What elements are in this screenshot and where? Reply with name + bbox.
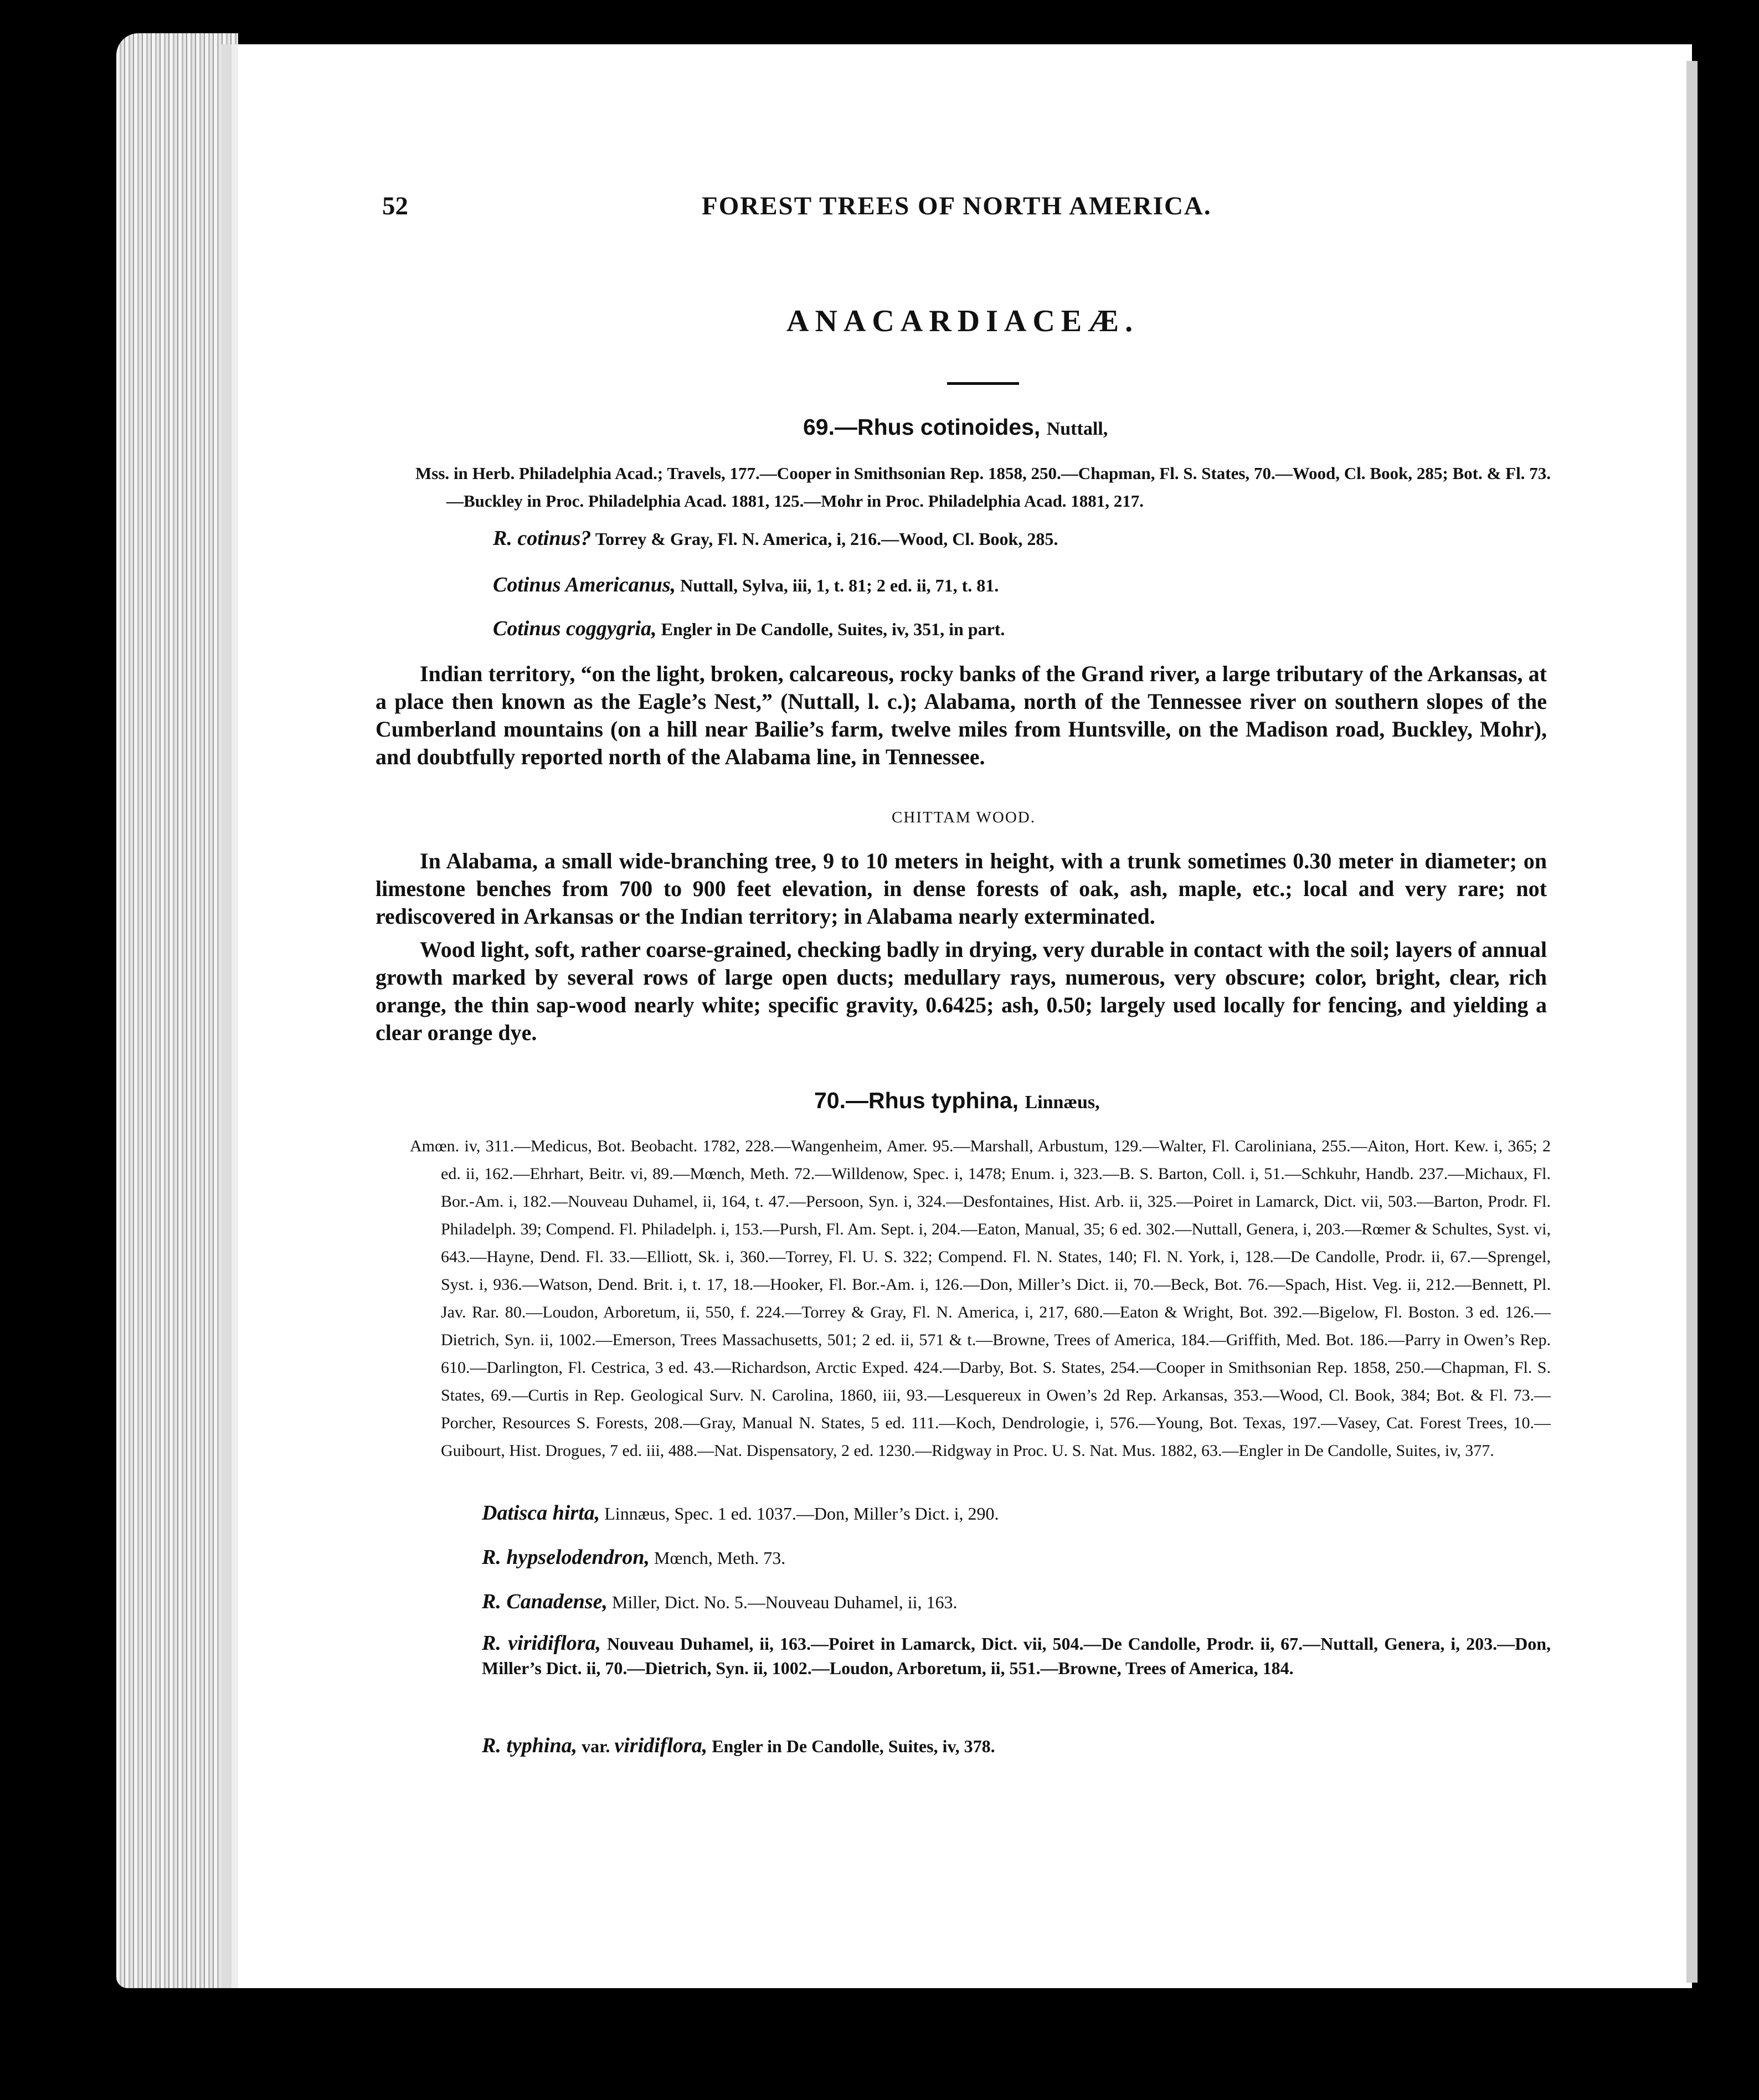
synonym-name: R. viridiflora, (482, 1631, 601, 1655)
species-70-synonym-5 (482, 1733, 995, 1758)
species-70-author: Linnæus, (1025, 1092, 1100, 1113)
species-69-refs-text: Mss. in Herb. Philadelphia Acad.; Travels, 177.—Cooper in Smithsonian Rep. 1858, 250.—Chapman, Fl. S. States, 70.—Wood, Cl. Book, 285; Bot. & Fl. 73.—Buckley in Proc. Philadelphia Acad. 1881, 125.—Mohr in Proc. Philadelphia Acad. 1881, 217. (415, 464, 1551, 511)
species-70-synonym-4 (482, 1631, 1551, 1680)
synonym-ref: Linnæus, Spec. 1 ed. 1037.—Don, Miller’s Dict. i, 290. (604, 1504, 999, 1523)
synonym-name: Cotinus coggygria, (493, 617, 657, 640)
synonym-ref: Miller, Dict. No. 5.—Nouveau Duhamel, ii, 163. (611, 1592, 958, 1612)
synonym-name: Cotinus Americanus, (493, 573, 676, 596)
running-title: FOREST TREES OF NORTH AMERICA. (702, 192, 1212, 220)
species-69-distribution: In Alabama, a small wide-branching tree, 9 to 10 meters in height, with a trunk sometimes 0.30 meter in diameter; on limestone benches from 700 to 900 feet elevation, in dense forests of oak, ash, maple, etc.; local and very rare; not rediscovered in Arkansas or the Indian territory; in Alabama nearly exterminated. (376, 848, 1547, 929)
page-shadow (1686, 61, 1698, 1983)
species-69-heading (803, 414, 1108, 440)
species-70-title: 70.—Rhus typhina, (814, 1088, 1019, 1113)
species-70-synonym-3 (482, 1589, 957, 1614)
species-69-references (415, 460, 1551, 515)
species-69-author: Nuttall, (1046, 419, 1108, 439)
synonym-ref: Torrey & Gray, Fl. N. America, i, 216.—Wood, Cl. Book, 285. (595, 529, 1058, 549)
synonym-name: Datisca hirta, (482, 1501, 600, 1525)
species-70-references (410, 1133, 1551, 1465)
synonym-ref: Nouveau Duhamel, ii, 163.—Poiret in Lamarck, Dict. vii, 504.—De Candolle, Prodr. ii, 67.—Nuttall, Genera, i, 203.—Don, Miller’s Dict. ii, 70.—Dietrich, Syn. ii, 1002.—Loudon, Arboretum, ii, 551.—Browne, Trees of America, 184. (482, 1634, 1551, 1678)
page-number: 52 (382, 192, 408, 220)
species-69-synonym-2 (493, 573, 999, 597)
book-page-edges (116, 33, 238, 1988)
running-head (382, 191, 1268, 235)
synonym-ref: Engler in De Candolle, Suites, iv, 351, in part. (661, 619, 1005, 639)
species-70-refs-text: Amœn. iv, 311.—Medicus, Bot. Beobacht. 1782, 228.—Wangenheim, Amer. 95.—Marshall, Arbustum, 129.—Walter, Fl. Caroliniana, 255.—Aiton, Hort. Kew. i, 365; 2 ed. ii, 162.—Ehrhart, Beitr. vi, 89.—Mœnch, Meth. 72.—Willdenow, Spec. i, 1478; Enum. i, 323.—B. S. Barton, Coll. i, 51.—Schkuhr, Handb. 237.—Michaux, Fl. Bor.-Am. i, 182.—Nouveau Duhamel, ii, 164, t. 47.—Persoon, Syn. i, 324.—Desfontaines, Hist. Arb. ii, 325.—Poiret in Lamarck, Dict. vii, 503.—Barton, Prodr. Fl. Philadelph. 39; Compend. Fl. Philadelph. i, 153.—Pursh, Fl. Am. Sept. i, 204.—Eaton, Manual, 35; 6 ed. 302.—Nuttall, Genera, i, 203.—Rœmer & Schultes, Syst. vi, 643.—Hayne, Dend. Fl. 33.—Elliott, Sk. i, 360.—Torrey, Fl. U. S. 322; Compend. Fl. N. States, 140; Fl. N. York, i, 128.—De Candolle, Prodr. ii, 67.—Sprengel, Syst. i, 936.—Watson, Dend. Brit. i, t. 17, 18.—Hooker, Fl. Bor.-Am. i, 126.—Don, Miller’s Dict. ii, 70.—Beck, Bot. 76.—Spach, Hist. Veg. ii, 212.—Bennett, Pl. Jav. Rar. 80.—Loudon, Arboretum, ii, 550, f. 224.—Torrey & Gray, Fl. N. America, i, 217, 680.—Eaton & Wright, Bot. 392.—Bigelow, Fl. Boston. 3 ed. 126.—Dietrich, Syn. ii, 1002.—Emerson, Trees Massachusetts, 501; 2 ed. ii, 571 & t.—Browne, Trees of America, 184.—Griffith, Med. Bot. 186.—Parry in Owen’s Rep. 610.—Darlington, Fl. Cestrica, 3 ed. 43.—Richardson, Arctic Exped. 424.—Darby, Bot. S. States, 254.—Cooper in Smithsonian Rep. 1858, 250.—Chapman, Fl. S. States, 69.—Curtis in Rep. Geological Surv. N. Carolina, 1860, iii, 93.—Lesquereux in Owen’s 2d Rep. Arkansas, 353.—Wood, Cl. Book, 384; Bot. & Fl. 73.—Porcher, Resources S. Forests, 208.—Gray, Manual N. States, 5 ed. 111.—Koch, Dendrologie, i, 576.—Young, Bot. Texas, 197.—Vasey, Cat. Forest Trees, 10.—Guibourt, Hist. Drogues, 7 ed. iii, 488.—Nat. Dispensatory, 2 ed. 1230.—Ridgway in Proc. U. S. Nat. Mus. 1882, 63.—Engler in De Candolle, Suites, iv, 377. (410, 1137, 1551, 1460)
species-69-synonym-1 (493, 526, 1058, 550)
species-70-synonym-2 (482, 1545, 785, 1569)
synonym-name: R. Canadense, (482, 1590, 608, 1613)
species-69-range: Indian territory, “on the light, broken, calcareous, rocky banks of the Grand river, a large tributary of the Arkansas, at a place then known as the Eagle’s Nest,” (Nuttall, l. c.); Alabama, north of the Tennessee river on southern slopes of the Cumberland mountains (on a hill near Bailie’s farm, twelve miles from Huntsville, on the Madison road, Buckley, Mohr), and doubtfully reported north of the Alabama line, in Tennessee. (376, 661, 1547, 769)
synonym-name: R. typhina, (482, 1734, 578, 1757)
heading-rule (947, 382, 1019, 385)
synonym-ref: Nuttall, Sylva, iii, 1, t. 81; 2 ed. ii, 71, t. 81. (680, 575, 999, 595)
synonym-name: R. hypselodendron, (482, 1546, 650, 1569)
synonym-ref: Engler in De Candolle, Suites, iv, 378. (712, 1736, 995, 1756)
species-70-heading (814, 1088, 1100, 1114)
synonym-ref: Mœnch, Meth. 73. (654, 1548, 786, 1568)
species-69-wood: Wood light, soft, rather coarse-grained, checking badly in drying, very durable in contact with the soil; layers of annual growth marked by several rows of large open ducts; medullary rays, numerous, very obscure; color, bright, clear, rich orange, the thin sap-wood nearly white; specific gravity, 0.6425; ash, 0.50; largely used locally for fencing, and yielding a clear orange dye. (376, 937, 1547, 1045)
species-69-title: 69.—Rhus cotinoides, (803, 414, 1041, 440)
family-heading: ANACARDIACEÆ. (786, 304, 1139, 338)
synonym-name: R. cotinus? (493, 527, 592, 550)
species-70-synonym-1 (482, 1501, 999, 1525)
synonym-var: var. (582, 1736, 610, 1756)
species-69-synonym-3 (493, 616, 1005, 641)
synonym-variety: viridiflora, (614, 1734, 708, 1757)
species-69-common-name: CHITTAM WOOD. (892, 809, 1036, 826)
